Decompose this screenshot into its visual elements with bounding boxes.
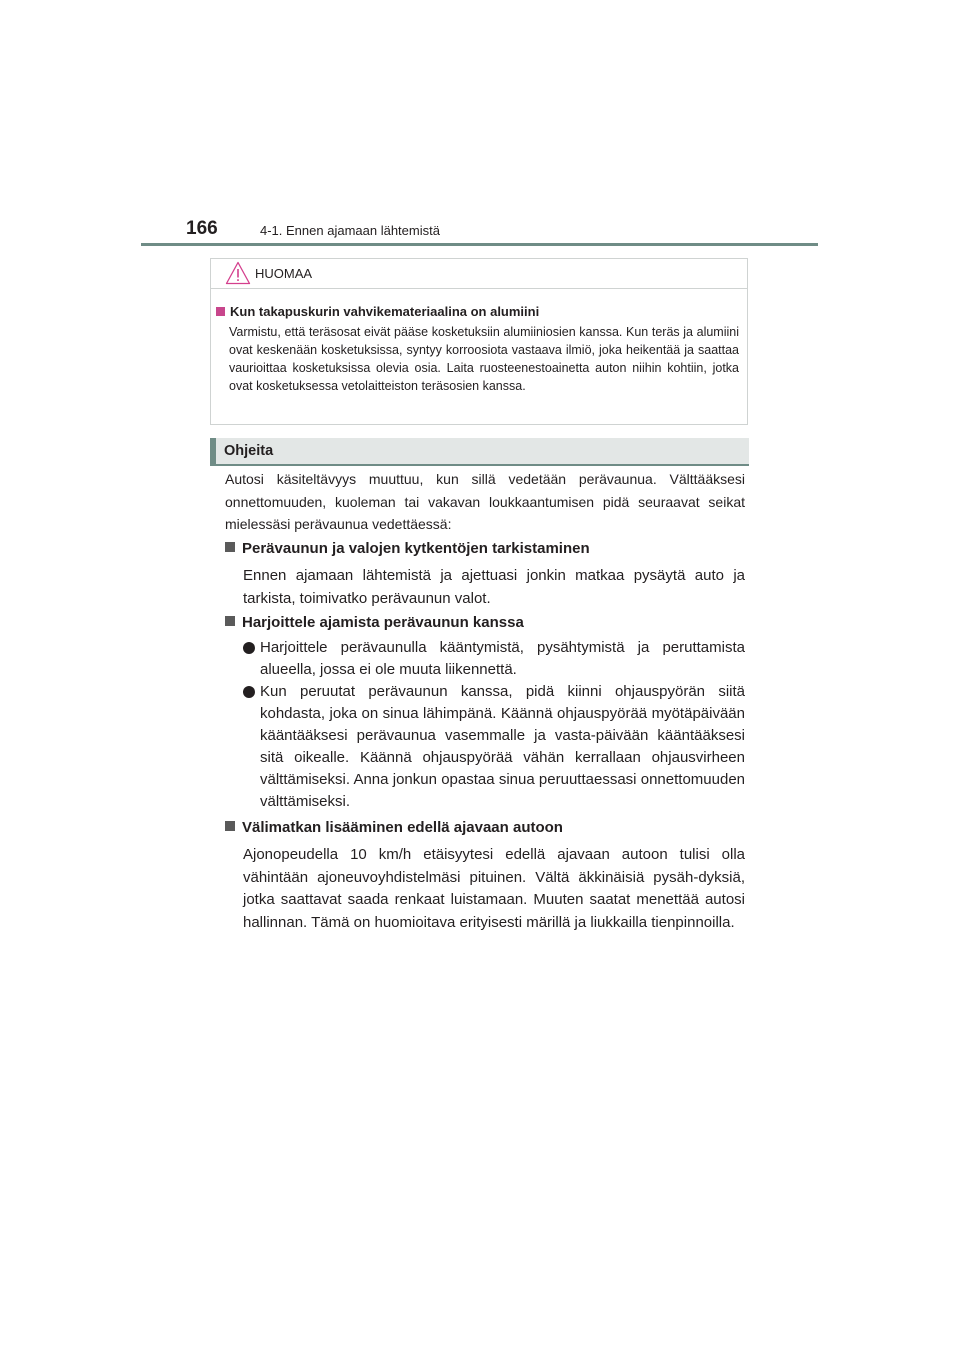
notice-header bbox=[211, 259, 747, 289]
item-heading bbox=[225, 614, 524, 631]
bullet-dot-icon bbox=[243, 686, 255, 698]
item-text: Ajonopeudella 10 km/h etäisyytesi edellä ajavaan autoon tulisi olla vähintään ajoneuvoyhdistelmäsi pituinen. Vältä äkkinäisiä pysäh-dyksiä, jotka saattavat saada renkaat luistamaan. Muuten saatat menettää autosi hallinnan. Tämä on huomioitava erityisesti märillä ja liukkailla tienpinnoilla. bbox=[243, 846, 745, 931]
section-title: Ohjeita bbox=[224, 443, 274, 459]
item-heading-text: Harjoittele ajamista perävaunun kanssa bbox=[242, 614, 524, 631]
page-number: 166 bbox=[186, 218, 218, 239]
list-item bbox=[243, 637, 745, 681]
notice-body: Varmistu, että teräsosat eivät pääse kosketuksiin alumiiniosien kanssa. Kun teräs ja alumiini ovat keskenään kosketuksissa, syntyy korroosiota vastaava ilmiö, joka heikentää ja saattaa vaurioittaa kosketuksissa olevia osia. Laita ruosteenestoainetta auton niihin kohtiin, jotka ovat kosketuksessa vetolaitteiston teräsosien kanssa. bbox=[229, 325, 739, 393]
notice-subtitle bbox=[216, 304, 539, 319]
list-item bbox=[243, 681, 745, 813]
item-text: Ennen ajamaan lähtemistä ja ajettuasi jonkin matkaa pysäytä auto ja tarkista, toimivatko perävaunun valot. bbox=[243, 567, 745, 607]
square-bullet-icon bbox=[225, 616, 235, 626]
item-heading bbox=[225, 819, 563, 836]
header-divider bbox=[141, 243, 818, 246]
section-intro: Autosi käsiteltävyys muuttuu, kun sillä vedetään perävaunua. Välttääksesi onnettomuuden, kuoleman tai vakavan loukkaantumisen pidä seuraavat seikat mielessäsi perävaunua vedettäessä: bbox=[225, 471, 745, 532]
bullet-dot-icon bbox=[243, 642, 255, 654]
notice-title: HUOMAA bbox=[255, 266, 313, 281]
square-bullet-icon bbox=[225, 821, 235, 831]
section-header bbox=[210, 438, 749, 466]
square-bullet-icon bbox=[225, 542, 235, 552]
list-item-text: Harjoittele perävaunulla kääntymistä, pysähtymistä ja peruttamista alueella, jossa ei ole muuta liikennettä. bbox=[260, 639, 745, 678]
warning-triangle-icon bbox=[225, 261, 251, 285]
item-heading bbox=[225, 540, 590, 557]
section-accent bbox=[210, 438, 216, 464]
notice-box bbox=[210, 258, 748, 425]
chapter-title: 4-1. Ennen ajamaan lähtemistä bbox=[260, 223, 440, 238]
page-header bbox=[186, 214, 816, 244]
notice-subtitle-text: Kun takapuskurin vahvikemateriaalina on alumiini bbox=[230, 304, 540, 319]
item-heading-text: Välimatkan lisääminen edellä ajavaan autoon bbox=[242, 819, 563, 836]
square-bullet-icon bbox=[216, 307, 225, 316]
item-heading-text: Perävaunun ja valojen kytkentöjen tarkistaminen bbox=[242, 540, 590, 557]
list-item-text: Kun peruutat perävaunun kanssa, pidä kiinni ohjauspyörän siitä kohdasta, joka on sinua lähimpänä. Käännä ohjauspyörää myötäpäivään kääntääksesi perävaunua vasemmalle ja vasta-päivään kääntääksesi sitä oikealle. Käännä ohjauspyörää vähän kerrallaan ohjausvirheen välttämiseksi. Anna jonkun opastaa sinua peruuttaessasi onnettomuuden välttämiseksi. bbox=[260, 683, 745, 810]
